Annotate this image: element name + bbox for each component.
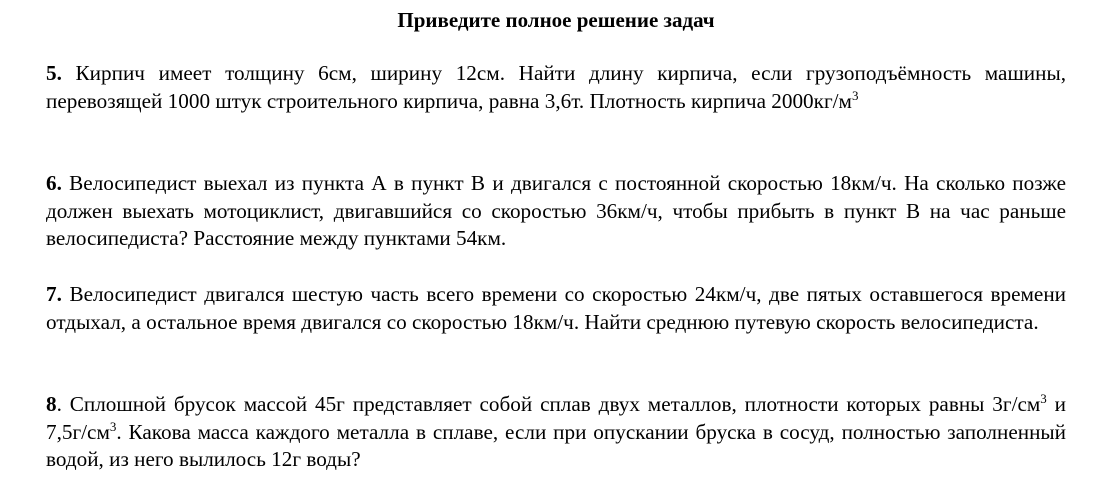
problem-text: Велосипедист выехал из пункта А в пункт В и двигался с постоянной скоростью 18км/ч. На сколько позже должен выехать мотоциклист, двигавшийся со скоростью 36км/ч, чтобы прибыть в пункт В на час раньше велосипедиста? Расстояние между пунктами 54км.	[46, 171, 1066, 250]
problem-text: Кирпич имеет толщину 6см, ширину 12см. Найти длину кирпича, если грузоподъёмность машины, перевозящей 1000 штук строительного кирпича, равна 3,6т. Плотность кирпича 2000кг/м	[46, 61, 1066, 113]
problem-number: 8	[46, 392, 57, 416]
problem-text: . Какова масса каждого металла в сплаве, если при опускании бруска в сосуд, полностью заполненный водой, из него вылилось 12г воды?	[46, 419, 1066, 471]
problem-text: Велосипедист двигался шестую часть всего времени со скоростью 24км/ч, две пятых оставшегося времени отдыхал, а остальное время двигался со скоростью 18км/ч. Найти среднюю путевую скорость велосипедиста.	[46, 282, 1067, 334]
problem-6	[46, 170, 1066, 253]
page-title: Приведите полное решение задач	[397, 8, 715, 32]
problem-5	[46, 60, 1066, 115]
problem-text: и 7,5г/см	[46, 392, 1066, 444]
superscript: 3	[1040, 390, 1047, 406]
problem-number: 5.	[46, 61, 62, 85]
superscript: 3	[109, 418, 117, 434]
superscript: 3	[851, 87, 859, 103]
problem-number: 7.	[46, 282, 62, 306]
problem-text: . Сплошной брусок массой 45г представляет собой сплав двух металлов, плотности которых равны 3г/см	[56, 392, 1041, 416]
problem-7	[46, 281, 1066, 336]
problem-number: 6.	[46, 171, 62, 195]
problem-8	[46, 391, 1066, 474]
